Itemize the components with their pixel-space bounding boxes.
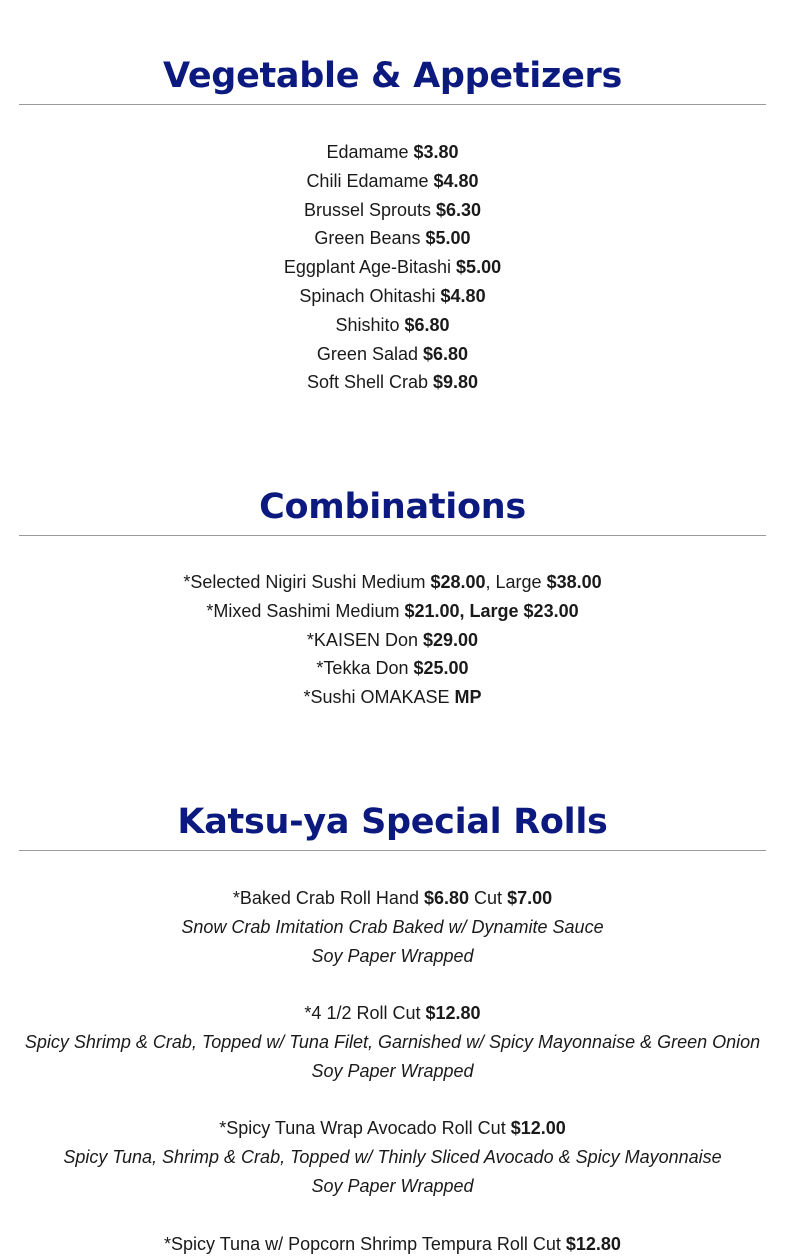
item-name: *Spicy Tuna Wrap Avocado Roll Cut xyxy=(219,1118,506,1139)
item-price: $6.30 xyxy=(436,199,482,220)
size-label: Cut xyxy=(474,888,503,908)
item-name: *Spicy Tuna w/ Popcorn Shrimp Tempura Roll Cut xyxy=(164,1233,561,1254)
combinations-list xyxy=(0,568,785,712)
item-name: *Mixed Sashimi Medium xyxy=(206,600,400,621)
item-price: $5.00 xyxy=(425,228,471,249)
item-name: Green Salad xyxy=(316,343,418,364)
menu-item xyxy=(0,1114,785,1143)
item-name: Edamame xyxy=(326,142,409,162)
menu-item xyxy=(0,654,785,683)
item-price: $6.80 xyxy=(404,314,450,335)
spacer xyxy=(0,1086,785,1115)
item-price: MP xyxy=(454,687,482,708)
size-label: , Large xyxy=(485,572,542,592)
section-divider xyxy=(19,535,766,536)
item-price: $6.80 xyxy=(423,343,469,364)
section-title-rolls: Katsu-ya Special Rolls xyxy=(177,802,608,842)
section-divider xyxy=(19,850,766,851)
item-wrap-note: Soy Paper Wrapped xyxy=(311,1060,474,1081)
menu-item xyxy=(0,282,785,311)
menu-item xyxy=(0,167,785,196)
item-description: Snow Crab Imitation Crab Baked w/ Dynamite Sauce xyxy=(181,916,604,937)
item-description: Spicy Tuna, Shrimp & Crab, Topped w/ Thinly Sliced Avocado & Spicy Mayonnaise xyxy=(63,1147,722,1168)
menu-item xyxy=(0,999,785,1028)
menu-item xyxy=(0,1230,785,1259)
item-name: *Baked Crab Roll Hand xyxy=(232,888,419,908)
item-price: $4.80 xyxy=(433,170,479,191)
item-name: Chili Edamame xyxy=(306,170,429,191)
item-price-cut: $7.00 xyxy=(507,888,553,908)
item-price: $12.80 xyxy=(425,1003,481,1024)
item-price: $3.80 xyxy=(413,142,459,162)
item-price: $12.80 xyxy=(565,1233,621,1254)
item-price: $6.80 xyxy=(423,888,470,908)
item-name: Soft Shell Crab xyxy=(306,372,428,393)
item-price: $28.00 xyxy=(430,572,486,592)
item-wrap-note: Soy Paper Wrapped xyxy=(311,1175,474,1196)
item-name: Eggplant Age-Bitashi xyxy=(283,257,452,278)
rolls-list xyxy=(0,884,785,1258)
menu-item xyxy=(0,196,785,225)
menu-item xyxy=(0,683,785,712)
item-price: $21.00, Large $23.00 xyxy=(404,600,579,621)
menu-item xyxy=(0,626,785,655)
item-name: Spinach Ohitashi xyxy=(299,285,436,306)
item-price: $25.00 xyxy=(413,658,469,679)
item-price-large: $38.00 xyxy=(546,572,602,592)
item-name: *KAISEN Don xyxy=(306,629,418,650)
section-title-combinations: Combinations xyxy=(259,487,526,527)
menu-item xyxy=(0,884,785,913)
item-price: $12.00 xyxy=(510,1118,566,1139)
spacer xyxy=(0,1201,785,1230)
menu-item xyxy=(0,253,785,282)
appetizers-list xyxy=(0,138,785,397)
menu-item xyxy=(0,224,785,253)
item-name: *Selected Nigiri Sushi Medium xyxy=(183,572,426,592)
menu-item xyxy=(0,340,785,369)
section-title-appetizers: Vegetable & Appetizers xyxy=(163,56,622,96)
item-wrap-note: Soy Paper Wrapped xyxy=(311,945,474,966)
item-price: $5.00 xyxy=(456,257,502,278)
menu-item xyxy=(0,368,785,397)
item-name: Shishito xyxy=(335,314,400,335)
spacer xyxy=(0,970,785,999)
menu-item xyxy=(0,568,785,597)
item-name: *Tekka Don xyxy=(316,658,409,679)
menu-item xyxy=(0,138,785,167)
item-name: Green Beans xyxy=(314,228,421,249)
item-price: $29.00 xyxy=(423,629,479,650)
section-divider xyxy=(19,104,766,105)
item-price: $4.80 xyxy=(440,285,486,306)
menu-item xyxy=(0,597,785,626)
item-name: *4 1/2 Roll Cut xyxy=(304,1003,421,1024)
item-name: *Sushi OMAKASE xyxy=(303,687,450,708)
menu-item xyxy=(0,311,785,340)
item-description: Spicy Shrimp & Crab, Topped w/ Tuna Filet, Garnished w/ Spicy Mayonnaise & Green Onion xyxy=(24,1031,761,1052)
item-price: $9.80 xyxy=(433,372,479,393)
item-name: Brussel Sprouts xyxy=(303,199,431,220)
